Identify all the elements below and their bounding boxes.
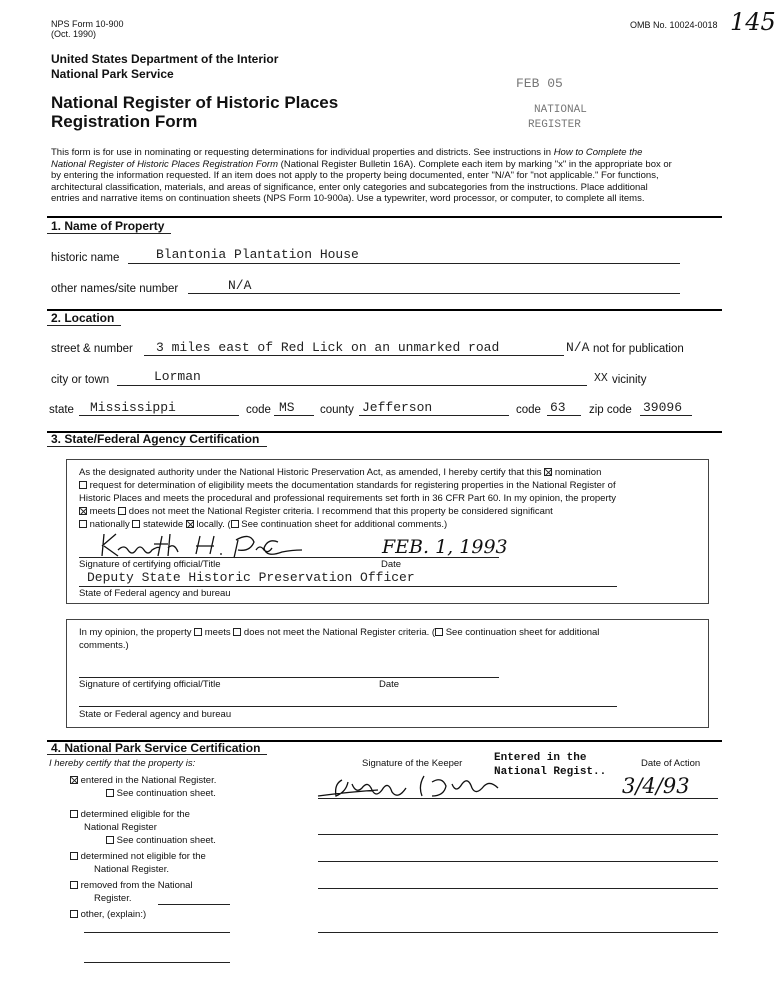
opinion-text: In my opinion, the property meets does not meet the National Register criteria. ( See continuation sheet for additional comments.): [79, 627, 600, 651]
department: United States Department of the Interior: [51, 52, 279, 66]
field-underline: [188, 293, 680, 294]
locally-checkbox[interactable]: [186, 520, 194, 528]
continuation-checkbox-4[interactable]: [106, 836, 114, 844]
form-number: NPS Form 10-900: [51, 19, 124, 29]
field-underline: [79, 415, 239, 416]
section-rule: [47, 216, 722, 218]
section4-heading: 4. National Park Service Certification: [51, 741, 261, 755]
keeper-line: [318, 798, 718, 799]
omb-number: OMB No. 10024-0018: [630, 20, 718, 30]
agency-line: [79, 706, 617, 707]
received-stamp-line: REGISTER: [528, 119, 581, 131]
meets-checkbox-2[interactable]: [194, 628, 202, 636]
state-field[interactable]: Mississippi: [90, 400, 176, 415]
action-date-label: Date of Action: [641, 758, 701, 769]
field-underline: [640, 415, 692, 416]
certify-text: I hereby certify that the property is:: [49, 758, 196, 769]
other-explain-line: [158, 904, 230, 905]
street-field[interactable]: 3 miles east of Red Lick on an unmarked road: [156, 340, 500, 355]
certification-text: As the designated authority under the National Historic Preservation Act, as amended, I hereby certify that this nomination request for determination of eligibility meets the documentation standards for registering properties in the National Register of Historic Places and meets the procedural and professional requirements set forth in 36 CFR Part 60. In my opinion, the property meets does not meet the National Register criteria. I recommend that this property be considered significant nationally statewide locally. ( See continuation sheet for additional comments.): [79, 467, 617, 530]
keeper-line: [318, 834, 718, 835]
county-field[interactable]: Jefferson: [362, 400, 433, 415]
section1-heading: 1. Name of Property: [51, 219, 165, 233]
heading-underline: [47, 325, 121, 326]
heading-underline: [47, 233, 171, 234]
service: National Park Service: [51, 67, 174, 81]
form-subtitle: Registration Form: [51, 112, 198, 131]
county-code-field[interactable]: 63: [550, 400, 566, 415]
state-code-label: code: [246, 404, 271, 416]
field-underline: [547, 415, 581, 416]
entered-checkbox[interactable]: [70, 776, 78, 784]
form-date: (Oct. 1990): [51, 29, 97, 39]
section3-heading: 3. State/Federal Agency Certification: [51, 432, 260, 446]
signature-label: Signature of certifying official/Title: [79, 559, 221, 570]
not-for-publication-field[interactable]: N/A: [566, 340, 590, 355]
signature-line: [79, 677, 499, 678]
does-not-meet-checkbox-2[interactable]: [233, 628, 241, 636]
statewide-checkbox[interactable]: [132, 520, 140, 528]
section-rule: [47, 309, 722, 311]
street-label: street & number: [51, 343, 133, 355]
not-eligible-checkbox[interactable]: [70, 852, 78, 860]
nationally-checkbox[interactable]: [79, 520, 87, 528]
instructions: This form is for use in nominating or requesting determinations for individual properties and districts. See instructions in How to Complete the National Register of Historic Places Registration Form (National Register Bulletin 16A). Complete each item by marking "x" in the appropriate box or by entering the information requested. If an item does not apply to the property being documented, enter "N/A" for "not applicable." For functions, architectural classification, materials, and areas of significance, enter only categories and subcategories from the instructions. Place additional entries and narrative items on continuation sheets (NPS Form 10-900a). Use a typewriter, word processor, or computer, to complete all items.: [51, 147, 672, 204]
other-checkbox[interactable]: [70, 910, 78, 918]
zip-field[interactable]: 39096: [643, 400, 683, 415]
does-not-meet-checkbox[interactable]: [118, 507, 126, 515]
signature-line: [79, 557, 499, 558]
vicinity-label: vicinity: [612, 374, 647, 386]
agency-label: State of Federal agency and bureau: [79, 588, 231, 599]
keeper-line: [318, 932, 718, 933]
field-underline: [359, 415, 509, 416]
other-explain-line: [84, 962, 230, 963]
form-title: National Register of Historic Places: [51, 93, 339, 112]
agency-line: [79, 586, 617, 587]
date-label: Date: [381, 559, 402, 570]
received-stamp-date: FEB 05: [516, 76, 563, 91]
county-label: county: [320, 404, 354, 416]
historic-name-label: historic name: [51, 252, 120, 264]
entered-stamp: Entered in the: [494, 752, 587, 764]
eligible-checkbox[interactable]: [70, 810, 78, 818]
entered-stamp: National Regist..: [494, 766, 607, 778]
keeper-label: Signature of the Keeper: [362, 758, 463, 769]
section2-heading: 2. Location: [51, 311, 115, 325]
not-for-publication-label: not for publication: [593, 343, 684, 355]
handwritten-number: 145: [730, 8, 776, 36]
other-names-label: other names/site number: [51, 283, 179, 295]
state-code-field[interactable]: MS: [279, 400, 295, 415]
other-names-field[interactable]: N/A: [228, 278, 252, 293]
state-label: state: [49, 404, 74, 416]
signature-label-2: Signature of certifying official/Title: [79, 679, 221, 690]
status-options: entered in the National Register. See continuation sheet. determined eligible for the National Register See continuation sheet. determined not eligible for the National Register. removed from the National Register. other, (explain:): [70, 774, 216, 921]
city-label: city or town: [51, 374, 110, 386]
keeper-line: [318, 888, 718, 889]
other-explain-line: [84, 932, 230, 933]
agency-label-2: State or Federal agency and bureau: [79, 709, 232, 720]
continuation-checkbox[interactable]: [231, 520, 239, 528]
field-underline: [274, 415, 314, 416]
heading-underline: [47, 446, 267, 447]
county-code-label: code: [516, 404, 541, 416]
meets-checkbox[interactable]: [79, 507, 87, 515]
date-label-2: Date: [379, 679, 400, 690]
vicinity-mark[interactable]: XX: [594, 372, 608, 385]
keeper-line: [318, 861, 718, 862]
continuation-checkbox-3[interactable]: [106, 789, 114, 797]
removed-checkbox[interactable]: [70, 881, 78, 889]
official-signature-date: FEB. 1, 1993: [382, 536, 508, 558]
received-stamp-line: NATIONAL: [534, 104, 587, 116]
continuation-checkbox-2[interactable]: [435, 628, 443, 636]
nomination-checkbox[interactable]: [544, 468, 552, 476]
action-date: 3/4/93: [622, 774, 690, 798]
heading-underline: [47, 754, 267, 755]
field-underline: [117, 385, 587, 386]
request-checkbox[interactable]: [79, 481, 87, 489]
field-underline: [144, 355, 564, 356]
zip-label: zip code: [589, 404, 632, 416]
field-underline: [128, 263, 680, 264]
city-field[interactable]: Lorman: [154, 369, 201, 384]
historic-name-field[interactable]: Blantonia Plantation House: [156, 247, 359, 262]
agency-field[interactable]: Deputy State Historic Preservation Officer: [87, 570, 415, 585]
